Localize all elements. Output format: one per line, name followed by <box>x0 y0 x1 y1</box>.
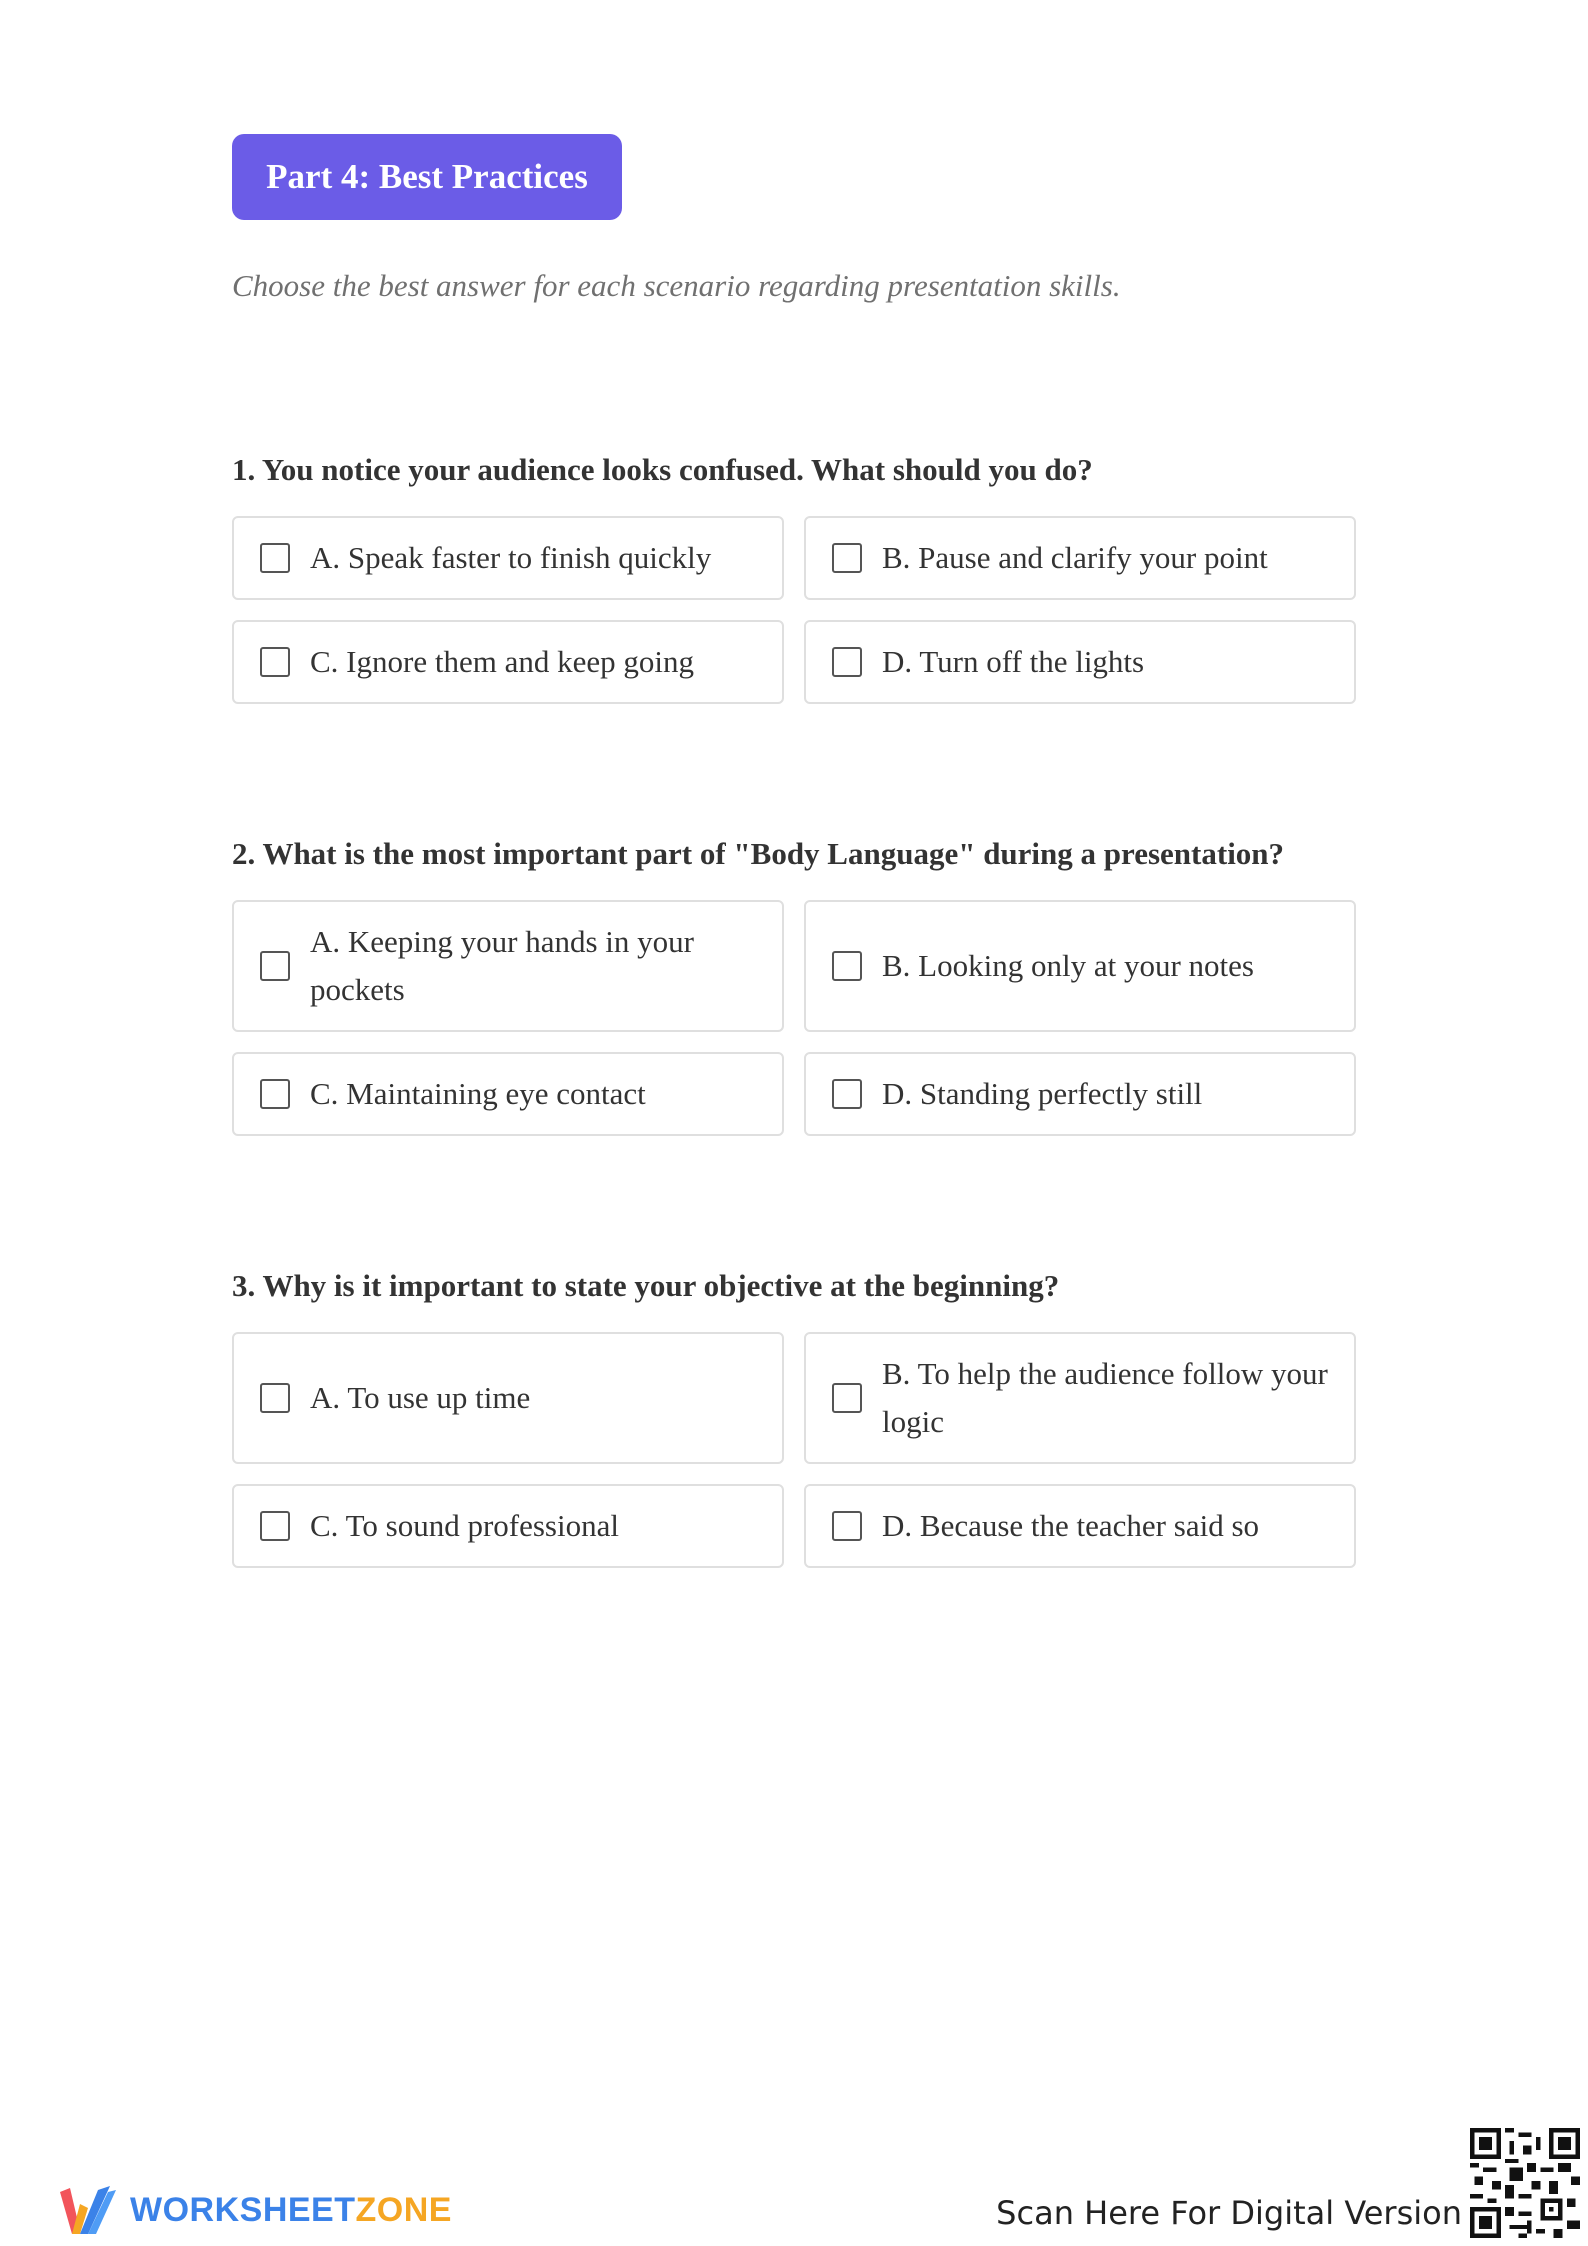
question-3-option-d[interactable] <box>804 1484 1356 1568</box>
question-1-option-a[interactable] <box>232 516 784 600</box>
checkbox[interactable] <box>260 647 290 677</box>
option-label: D. Standing perfectly still <box>882 1076 1203 1111</box>
option-label: B. Looking only at your notes <box>882 948 1254 983</box>
question-2-option-d[interactable] <box>804 1052 1356 1136</box>
checkbox[interactable] <box>832 951 862 981</box>
question-1-option-b[interactable] <box>804 516 1356 600</box>
option-label: A. To use up time <box>310 1380 531 1415</box>
option-label: B. Pause and clarify your point <box>882 540 1268 575</box>
question-1-option-c[interactable] <box>232 620 784 704</box>
checkbox[interactable] <box>260 543 290 573</box>
option-label: C. Ignore them and keep going <box>310 644 694 679</box>
option-label: D. Because the teacher said so <box>882 1508 1260 1543</box>
question-3-option-b[interactable] <box>804 1332 1356 1464</box>
question-2-option-c[interactable] <box>232 1052 784 1136</box>
checkbox[interactable] <box>260 951 290 981</box>
option-label: D. Turn off the lights <box>882 644 1145 679</box>
checkbox[interactable] <box>832 647 862 677</box>
question-3-option-a[interactable] <box>232 1332 784 1464</box>
option-label: A. Keeping your hands in your pockets <box>310 924 694 1007</box>
checkbox[interactable] <box>832 1383 862 1413</box>
scan-text: Scan Here For Digital Version <box>996 2194 1462 2232</box>
worksheetzone-w-logo-icon <box>58 2182 118 2238</box>
worksheetzone-logo[interactable] <box>58 2182 452 2238</box>
checkbox[interactable] <box>832 1511 862 1541</box>
question-2-option-b[interactable] <box>804 900 1356 1032</box>
question-3-title: 3. Why is it important to state your objective at the beginning? <box>232 1268 1060 1303</box>
checkbox[interactable] <box>832 543 862 573</box>
option-label: C. Maintaining eye contact <box>310 1076 646 1111</box>
instructions-text: Choose the best answer for each scenario regarding presentation skills. <box>232 268 1121 303</box>
checkbox[interactable] <box>260 1511 290 1541</box>
checkbox[interactable] <box>832 1079 862 1109</box>
checkbox[interactable] <box>260 1383 290 1413</box>
question-3-option-c[interactable] <box>232 1484 784 1568</box>
brand-name: WORKSHEETZONE <box>130 2190 452 2229</box>
question-2-option-a[interactable] <box>232 900 784 1032</box>
option-label: C. To sound professional <box>310 1508 619 1543</box>
question-2-title: 2. What is the most important part of "Body Language" during a presentation? <box>232 836 1285 871</box>
option-label: A. Speak faster to finish quickly <box>310 540 712 575</box>
checkbox[interactable] <box>260 1079 290 1109</box>
question-1-option-d[interactable] <box>804 620 1356 704</box>
question-1-title: 1. You notice your audience looks confused. What should you do? <box>232 452 1093 487</box>
qr-code-icon[interactable] <box>1470 2128 1580 2238</box>
section-badge: Part 4: Best Practices <box>232 134 622 220</box>
option-label: B. To help the audience follow your logic <box>882 1356 1328 1439</box>
